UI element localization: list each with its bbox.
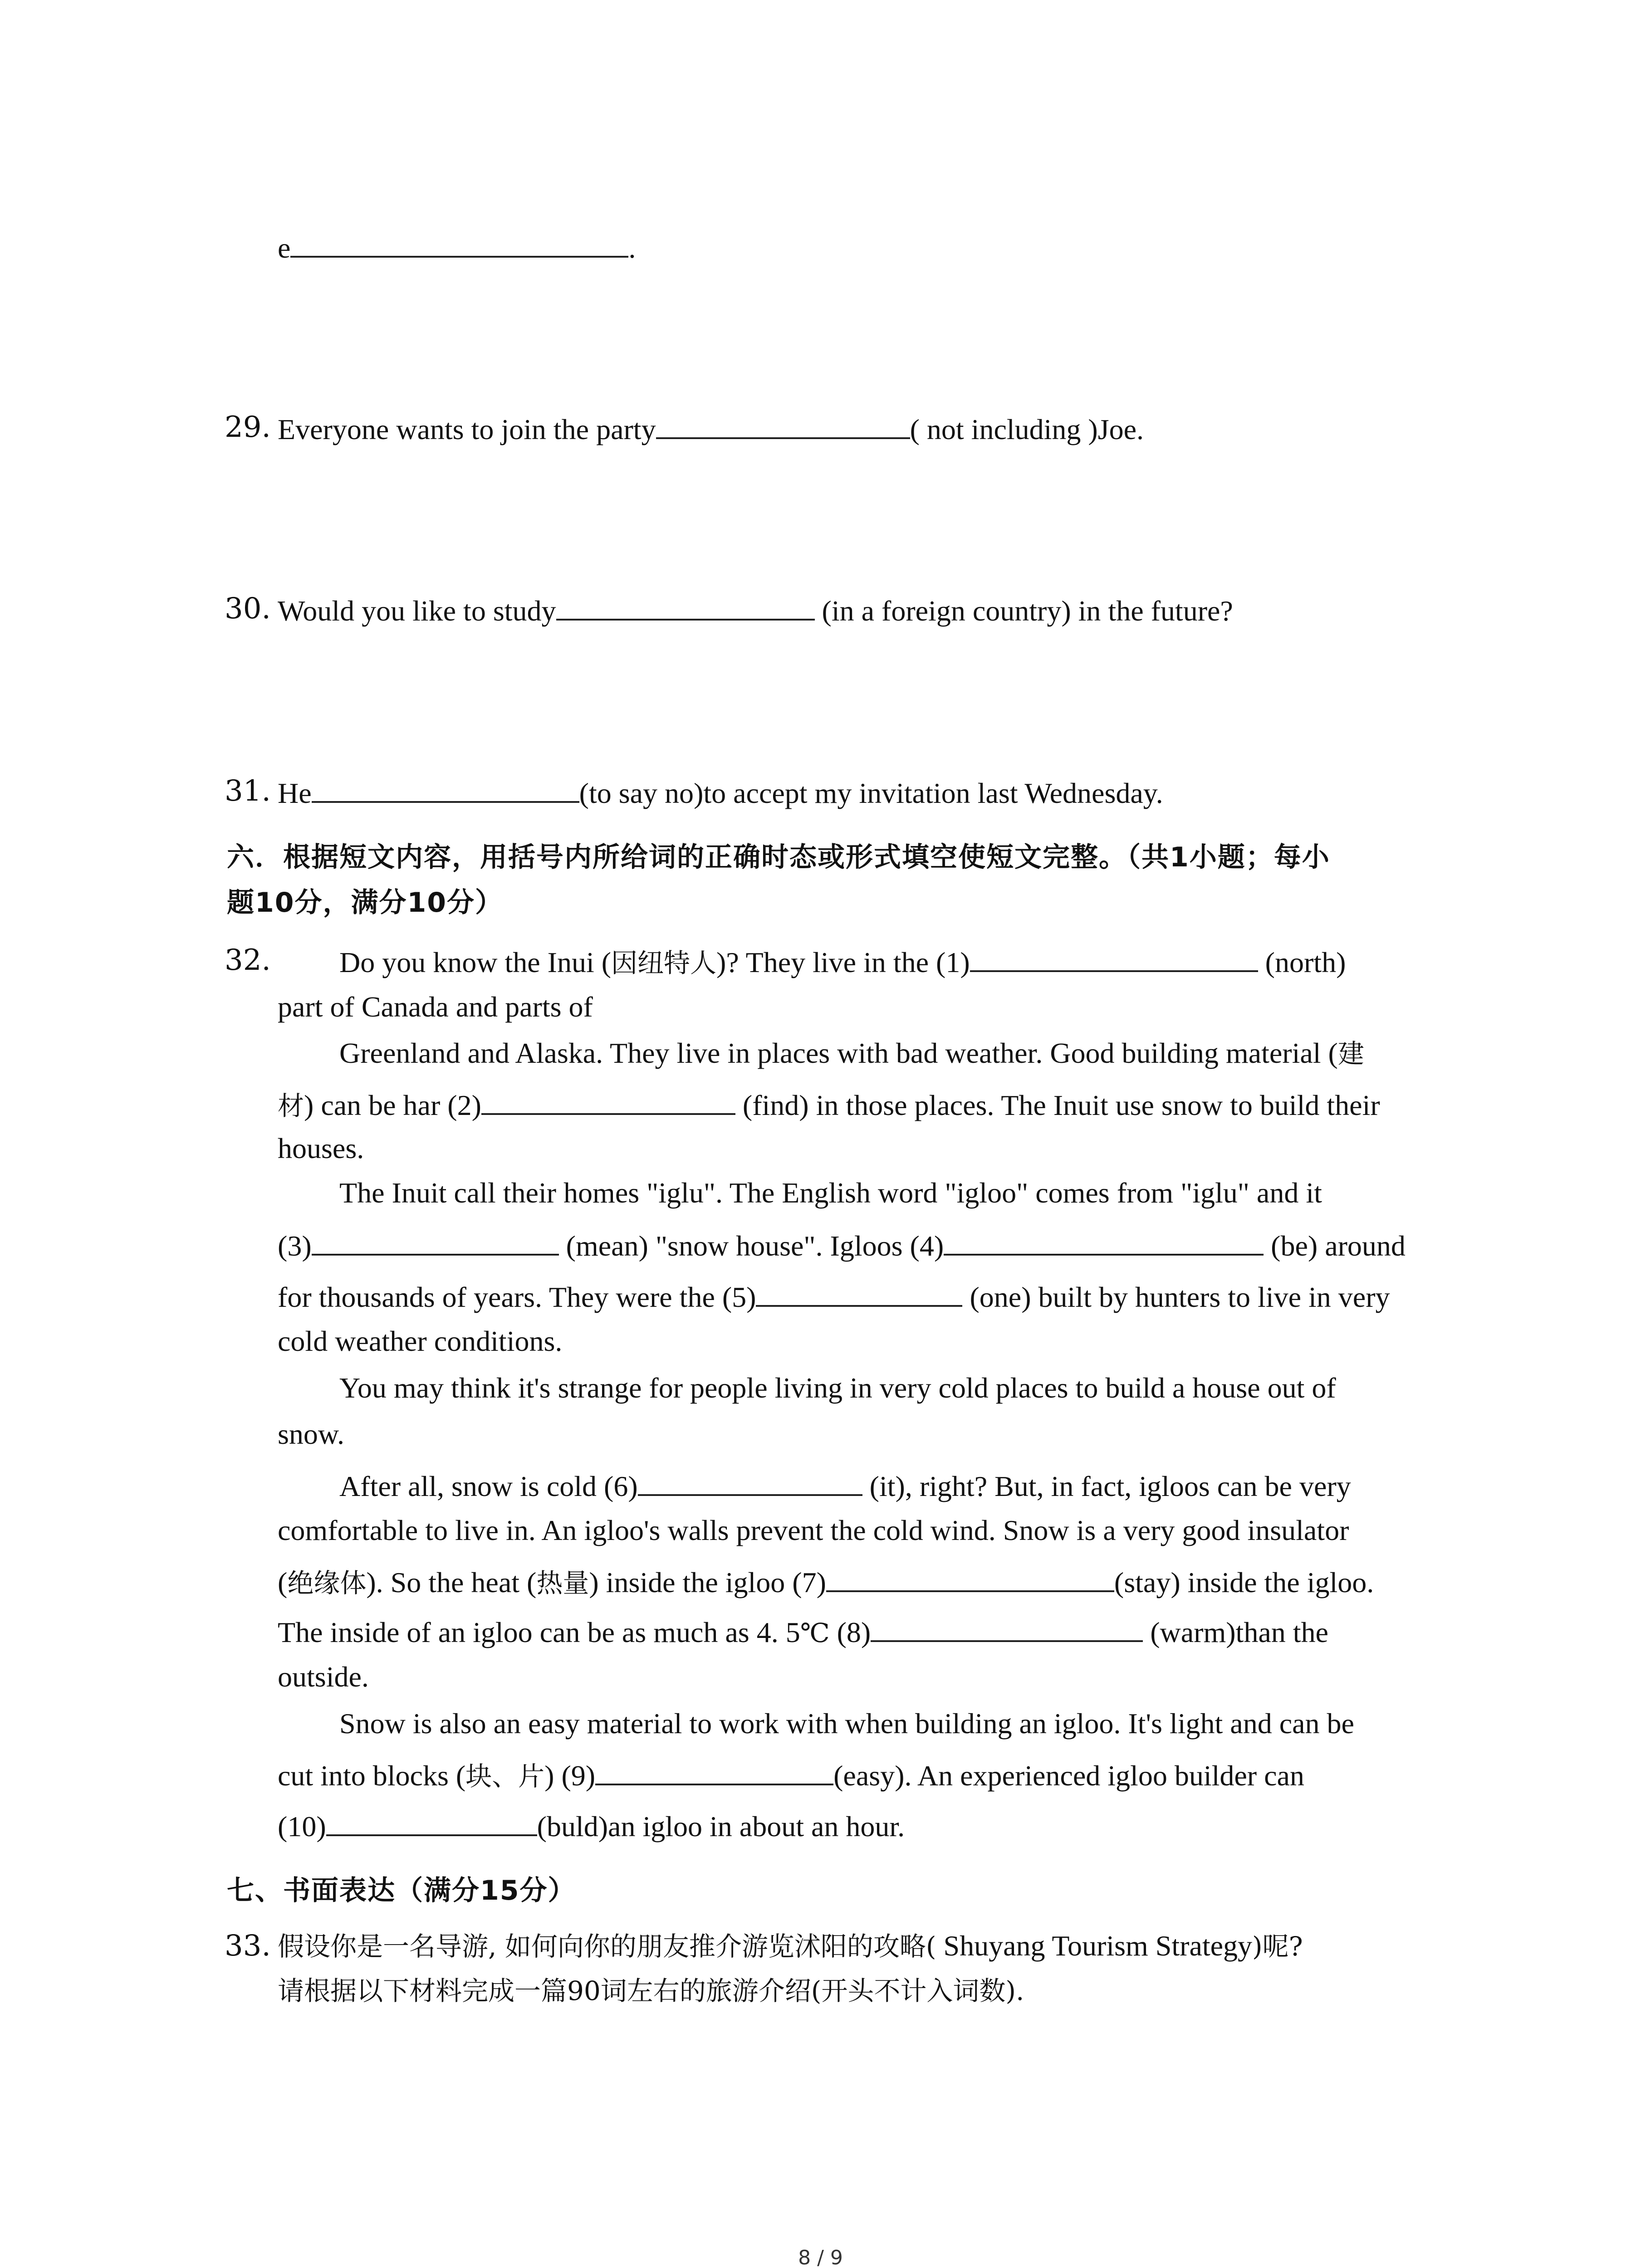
q32-line5: houses. xyxy=(278,1132,364,1164)
q32-p14a: ). So the heat ( xyxy=(366,1566,537,1598)
q32-blank-3[interactable] xyxy=(312,1229,559,1256)
q32-line11: snow. xyxy=(278,1418,344,1450)
q32-degree-symbol: ℃ xyxy=(800,1618,830,1648)
q32-line7 xyxy=(278,1229,1406,1261)
q30-after: (in a foreign country) in the future? xyxy=(814,595,1233,627)
q32-p3cn: 建 xyxy=(1337,1038,1364,1069)
q28-tail xyxy=(278,231,636,263)
q32-blank-10[interactable] xyxy=(326,1810,537,1836)
q32-p8b: (one) built by hunters to live in very xyxy=(962,1281,1390,1313)
q32-blank-6[interactable] xyxy=(638,1470,862,1496)
q32-p7a: (3) xyxy=(278,1230,312,1262)
q29-before: Everyone wants to join the party xyxy=(278,413,656,445)
q32-p14b: ) inside the igloo (7) xyxy=(589,1566,826,1598)
q31-text xyxy=(278,777,1163,808)
q29-text xyxy=(278,413,1144,444)
q28-blank[interactable] xyxy=(290,231,628,258)
q32-line10: You may think it's strange for people living in very cold places to build a house out of xyxy=(339,1372,1336,1404)
q32-line17: Snow is also an easy material to work with when building an igloo. It's light and can be xyxy=(339,1707,1354,1740)
section7-heading: 七、书面表达（满分15分） xyxy=(227,1875,576,1906)
q32-line18 xyxy=(278,1759,1304,1790)
q33-line2: 请根据以下材料完成一篇90词左右的旅游介绍(开头不计入词数). xyxy=(278,1975,1024,2006)
q32-blank-4[interactable] xyxy=(944,1229,1264,1256)
q32-p15b: (8) xyxy=(829,1616,871,1648)
q32-p15c: (warm)than the xyxy=(1143,1616,1328,1648)
q32-p14cn2: 热量 xyxy=(536,1568,589,1598)
q32-p19a: (10) xyxy=(278,1810,326,1843)
q32-line1 xyxy=(339,946,1346,977)
q31-before: He xyxy=(278,777,312,809)
q32-line19 xyxy=(278,1810,905,1841)
q32-p18a: cut into blocks ( xyxy=(278,1760,466,1792)
q32-p14cn1: 绝缘体 xyxy=(287,1568,367,1598)
q31-number: 31. xyxy=(225,774,271,808)
q32-line12 xyxy=(339,1470,1351,1501)
q29-number: 29. xyxy=(225,411,271,444)
q32-p14c: (stay) inside the igloo. xyxy=(1114,1566,1374,1598)
q31-after: (to say no)to accept my invitation last Wednesday. xyxy=(579,777,1163,809)
q32-p4cn: 材 xyxy=(278,1090,304,1121)
q32-blank-1[interactable] xyxy=(970,946,1258,972)
q32-p12b: (it), right? But, in fact, igloos can be very xyxy=(862,1470,1351,1502)
q32-p1b: )? They live in the (1) xyxy=(716,946,970,978)
q30-text xyxy=(278,594,1233,626)
q32-line3 xyxy=(339,1039,1364,1068)
q32-p4b: (find) in those places. The Inuit use snow to build their xyxy=(735,1089,1380,1121)
q32-p1cn: 因纽特人 xyxy=(611,948,717,978)
q32-p7b: (mean) "snow house". Igloos (4) xyxy=(558,1230,944,1262)
q32-blank-7[interactable] xyxy=(826,1566,1114,1592)
q32-p4a: ) can be har (2) xyxy=(304,1089,481,1121)
q32-p19b: (buld)an igloo in about an hour. xyxy=(537,1810,905,1843)
q32-line4 xyxy=(278,1089,1380,1120)
q32-p3a: Greenland and Alaska. They live in places with bad weather. Good building material ( xyxy=(339,1037,1338,1069)
q32-line15 xyxy=(278,1616,1328,1647)
q32-line9: cold weather conditions. xyxy=(278,1325,563,1357)
q33-number: 33. xyxy=(225,1929,271,1963)
q32-p1c: (north) xyxy=(1258,946,1346,978)
q32-blank-5[interactable] xyxy=(756,1281,962,1307)
q32-p14-open: ( xyxy=(278,1566,288,1598)
q32-p12a: After all, snow is cold (6) xyxy=(339,1470,638,1502)
q33-line1-en: Shuyang Tourism Strategy xyxy=(936,1930,1253,1962)
q32-line16: outside. xyxy=(278,1661,369,1693)
q29-after: ( not including )Joe. xyxy=(910,413,1144,445)
q32-p18b: ) (9) xyxy=(544,1760,596,1792)
q32-blank-2[interactable] xyxy=(481,1089,735,1115)
q32-line8 xyxy=(278,1281,1390,1312)
page-number: 8 / 9 xyxy=(798,2246,843,2268)
q33-line1a: 假设你是一名导游, 如何向你的朋友推介游览沭阳的攻略( xyxy=(278,1931,936,1962)
q30-blank[interactable] xyxy=(556,594,815,621)
q32-number: 32. xyxy=(225,943,271,977)
section6-heading-line2: 题10分，满分10分） xyxy=(227,887,503,919)
q32-line13: comfortable to live in. An igloo's walls prevent the cold wind. Snow is a very good insulator xyxy=(278,1514,1349,1546)
q32-p8a: for thousands of years. They were the (5) xyxy=(278,1281,756,1313)
q28-suffix: . xyxy=(628,232,636,264)
q28-prefix: e xyxy=(278,232,291,264)
q33-line1 xyxy=(278,1931,1303,1960)
q32-p15a: The inside of an igloo can be as much as 4. 5 xyxy=(278,1616,800,1648)
section6-heading-line1: 六．根据短文内容，用括号内所给词的正确时态或形式填空使短文完整。（共1小题；每小 xyxy=(227,841,1330,873)
q32-p1a: Do you know the Inui ( xyxy=(339,946,612,978)
q32-blank-9[interactable] xyxy=(595,1759,833,1785)
q32-p18c: (easy). An experienced igloo builder can xyxy=(833,1760,1304,1792)
q30-number: 30. xyxy=(225,592,271,626)
q32-blank-8[interactable] xyxy=(871,1616,1143,1642)
q32-p18cn: 块、片 xyxy=(465,1761,545,1792)
q32-line14 xyxy=(278,1566,1374,1597)
q32-line6: The Inuit call their homes "iglu". The English word "igloo" comes from "iglu" and it xyxy=(339,1177,1322,1209)
q29-blank[interactable] xyxy=(656,413,910,439)
q31-blank[interactable] xyxy=(312,777,579,803)
q32-line2: part of Canada and parts of xyxy=(278,991,593,1023)
q30-before: Would you like to study xyxy=(278,595,556,627)
q32-p7c: (be) around xyxy=(1264,1230,1406,1262)
q33-line1b: )呢? xyxy=(1252,1931,1303,1962)
